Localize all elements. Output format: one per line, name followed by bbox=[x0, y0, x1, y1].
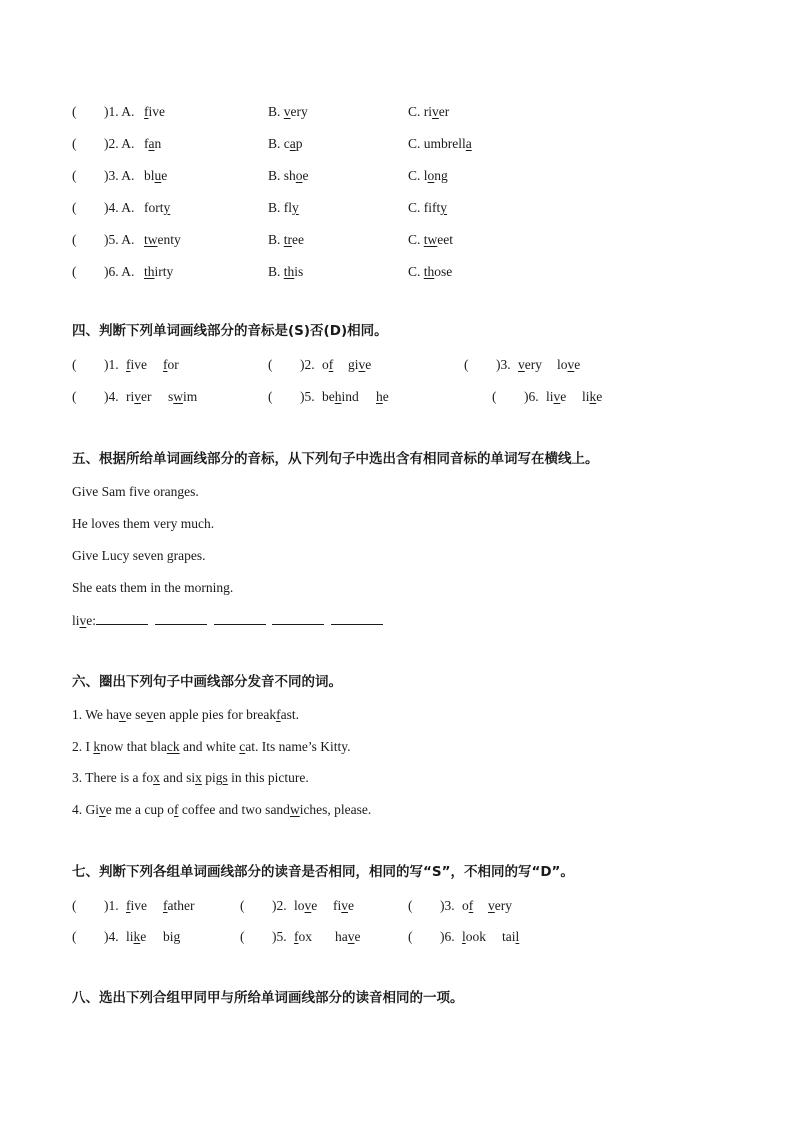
option-c-text: er bbox=[438, 104, 450, 119]
option-b[interactable] bbox=[268, 102, 308, 122]
question-number: )5. A. bbox=[104, 232, 135, 247]
answer-line bbox=[72, 610, 383, 631]
option-b-underlined: o bbox=[295, 168, 303, 183]
option-b-underlined: tr bbox=[283, 232, 293, 247]
word-text: ha bbox=[335, 929, 348, 944]
answer-paren: ( bbox=[72, 898, 77, 913]
word-text: e bbox=[354, 929, 361, 944]
answer-blank-1[interactable] bbox=[96, 610, 148, 625]
option-c-text: ng bbox=[434, 168, 448, 183]
question-number: )6. A. bbox=[104, 264, 135, 279]
word bbox=[582, 387, 602, 407]
option-a[interactable] bbox=[144, 166, 167, 186]
prompt-word-underlined: v bbox=[79, 613, 87, 628]
word-text: ind bbox=[341, 389, 359, 404]
word bbox=[163, 927, 180, 947]
word-text: lo bbox=[294, 898, 305, 913]
word-underlined: l bbox=[515, 929, 520, 944]
word-text: ox bbox=[298, 929, 312, 944]
word bbox=[502, 927, 519, 947]
option-c-text: C. umbrell bbox=[408, 136, 466, 151]
option-b-underlined: y bbox=[292, 200, 299, 215]
word bbox=[126, 355, 147, 375]
sentence-underlined: s bbox=[222, 770, 228, 785]
option-c-text: C. fift bbox=[408, 200, 441, 215]
word-underlined: f bbox=[328, 357, 334, 372]
option-c[interactable] bbox=[408, 198, 447, 218]
option-c[interactable] bbox=[408, 102, 449, 122]
option-c-text: C. ri bbox=[408, 104, 433, 119]
sentence-text: at. Its name’s Kitty. bbox=[245, 739, 351, 754]
sentence-text: 2. I bbox=[72, 739, 94, 754]
word-text: big bbox=[163, 929, 181, 944]
answer-paren: ( bbox=[464, 357, 469, 372]
option-c[interactable] bbox=[408, 134, 472, 154]
sentence-text: 1. We ha bbox=[72, 707, 120, 722]
answer-paren: ( bbox=[72, 168, 77, 183]
word bbox=[168, 387, 197, 407]
word-underlined: h bbox=[376, 389, 383, 404]
option-c-text: C. bbox=[408, 232, 424, 247]
section-7-title: 七、判断下列各组单词画线部分的读音是否相同，相同的写“S”，不相同的写“D”。 bbox=[72, 864, 574, 880]
sentence-underlined: f bbox=[173, 802, 179, 817]
option-a-underlined: a bbox=[148, 136, 155, 151]
word-text: li bbox=[582, 389, 590, 404]
question-number: )3. A. bbox=[104, 168, 135, 183]
sentence-underlined: k bbox=[93, 739, 101, 754]
question-number: )4. A. bbox=[104, 200, 135, 215]
option-c-underlined: a bbox=[465, 136, 472, 151]
item-number: )2. bbox=[300, 357, 315, 372]
word-underlined: v bbox=[347, 929, 355, 944]
word-text: ather bbox=[167, 898, 195, 913]
option-b[interactable] bbox=[268, 230, 304, 250]
sentence-text: pig bbox=[201, 770, 223, 785]
word-underlined: f bbox=[468, 898, 474, 913]
option-b-text: p bbox=[295, 136, 303, 151]
answer-paren: ( bbox=[408, 929, 413, 944]
word-underlined: w bbox=[173, 389, 184, 404]
word-text: ery bbox=[494, 898, 512, 913]
option-b[interactable] bbox=[268, 134, 303, 154]
option-c-text: C. bbox=[408, 264, 424, 279]
word bbox=[294, 896, 317, 916]
item-number: )1. bbox=[104, 898, 119, 913]
word bbox=[322, 355, 333, 375]
word-text: fi bbox=[333, 898, 342, 913]
sentence-underlined: x bbox=[153, 770, 160, 785]
answer-blank-4[interactable] bbox=[272, 610, 324, 625]
sentence-underlined: v bbox=[99, 802, 106, 817]
word bbox=[557, 355, 580, 375]
item-number: )3. bbox=[440, 898, 455, 913]
word-text: e bbox=[140, 929, 147, 944]
word-underlined: v bbox=[358, 357, 366, 372]
answer-paren: ( bbox=[72, 104, 77, 119]
option-b[interactable] bbox=[268, 166, 309, 186]
sentence-text: e me a cup o bbox=[105, 802, 174, 817]
option-b-underlined: v bbox=[283, 104, 291, 119]
sentence-3: Give Lucy seven grapes. bbox=[72, 548, 206, 563]
section-4-title: 四、判断下列单词画线部分的音标是(S)否(D)相同。 bbox=[72, 323, 388, 339]
question-number: )1. A. bbox=[104, 104, 135, 119]
sentence-text: and white bbox=[179, 739, 240, 754]
word-underlined: v bbox=[553, 389, 561, 404]
word-text: ri bbox=[126, 389, 135, 404]
word bbox=[462, 927, 486, 947]
sentence-text: and si bbox=[159, 770, 196, 785]
answer-paren: ( bbox=[72, 232, 77, 247]
answer-paren: ( bbox=[72, 136, 77, 151]
word bbox=[546, 387, 566, 407]
answer-blank-2[interactable] bbox=[155, 610, 207, 625]
item-number: )4. bbox=[104, 929, 119, 944]
word-underlined: l bbox=[462, 929, 466, 944]
word bbox=[126, 927, 146, 947]
option-b-text: ery bbox=[290, 104, 308, 119]
word-text: li bbox=[126, 929, 134, 944]
item-number: )5. bbox=[272, 929, 287, 944]
sentence-2: He loves them very much. bbox=[72, 516, 215, 531]
section-6-title: 六、圈出下列句子中画线部分发音不同的词。 bbox=[72, 674, 342, 690]
option-b-text: B. bbox=[268, 104, 284, 119]
option-a[interactable] bbox=[144, 262, 173, 282]
word-text: ery bbox=[524, 357, 542, 372]
option-a-underlined: f bbox=[144, 104, 149, 119]
answer-paren: ( bbox=[240, 929, 245, 944]
word-underlined: f bbox=[294, 929, 299, 944]
sentence-text: e se bbox=[125, 707, 147, 722]
word-text: e bbox=[574, 357, 581, 372]
word bbox=[518, 355, 542, 375]
word-text: im bbox=[183, 389, 198, 404]
option-c[interactable] bbox=[408, 166, 448, 186]
item-number: )6. bbox=[524, 389, 539, 404]
option-b-text: B. fl bbox=[268, 200, 293, 215]
option-b[interactable] bbox=[268, 262, 303, 282]
word-text: er bbox=[141, 389, 152, 404]
sentence-text: now that bla bbox=[100, 739, 167, 754]
item-number: )2. bbox=[272, 898, 287, 913]
sentence-text: coffee and two sand bbox=[178, 802, 290, 817]
sentence bbox=[72, 768, 309, 788]
word bbox=[348, 355, 371, 375]
prompt-word-pre: li bbox=[72, 613, 80, 628]
option-a-underlined: tw bbox=[144, 232, 158, 247]
option-a-text: bl bbox=[144, 168, 155, 183]
option-b-text: B. sh bbox=[268, 168, 296, 183]
option-a[interactable] bbox=[144, 198, 170, 218]
option-c-underlined: y bbox=[440, 200, 447, 215]
sentence-text: iches, please. bbox=[299, 802, 372, 817]
word-underlined: v bbox=[567, 357, 575, 372]
sentence-text: in this picture. bbox=[227, 770, 309, 785]
option-b-text: e bbox=[302, 168, 309, 183]
word-text: o bbox=[322, 357, 329, 372]
option-c[interactable] bbox=[408, 230, 453, 250]
word bbox=[126, 896, 147, 916]
sentence-text: 3. There is a fo bbox=[72, 770, 154, 785]
word bbox=[333, 896, 354, 916]
word-text: e bbox=[382, 389, 389, 404]
answer-paren: ( bbox=[72, 264, 77, 279]
word bbox=[322, 387, 359, 407]
item-number: )1. bbox=[104, 357, 119, 372]
word-underlined: h bbox=[334, 389, 342, 404]
option-a-underlined: th bbox=[144, 264, 155, 279]
word-text: or bbox=[167, 357, 179, 372]
word-text: lo bbox=[557, 357, 568, 372]
answer-paren: ( bbox=[72, 929, 77, 944]
option-c-underlined: th bbox=[423, 264, 435, 279]
word-underlined: v bbox=[304, 898, 312, 913]
answer-paren: ( bbox=[240, 898, 245, 913]
option-c-underlined: tw bbox=[423, 232, 438, 247]
prompt-word-post: e: bbox=[86, 613, 97, 628]
sentence-underlined: ck bbox=[166, 739, 180, 754]
word bbox=[335, 927, 361, 947]
option-c-underlined: v bbox=[432, 104, 439, 119]
sentence-underlined: w bbox=[289, 802, 300, 817]
answer-paren: ( bbox=[268, 357, 273, 372]
word-text: o bbox=[462, 898, 469, 913]
answer-paren: ( bbox=[72, 389, 77, 404]
question-number: )2. A. bbox=[104, 136, 135, 151]
option-c-text: eet bbox=[437, 232, 454, 247]
sentence-text: 4. Gi bbox=[72, 802, 99, 817]
option-b-text: ee bbox=[292, 232, 304, 247]
option-b-text: B. bbox=[268, 232, 284, 247]
word-underlined: f bbox=[163, 357, 168, 372]
word-text: e bbox=[311, 898, 318, 913]
option-a-text: irty bbox=[154, 264, 174, 279]
word bbox=[462, 896, 473, 916]
word-underlined: k bbox=[133, 929, 141, 944]
sentence-underlined: f bbox=[276, 707, 281, 722]
option-c-text: C. l bbox=[408, 168, 428, 183]
answer-blank-3[interactable] bbox=[214, 610, 266, 625]
word-text: li bbox=[546, 389, 554, 404]
word-text: ook bbox=[465, 929, 487, 944]
sentence-underlined: x bbox=[195, 770, 202, 785]
sentence bbox=[72, 705, 299, 725]
option-a-underlined: u bbox=[154, 168, 162, 183]
word-text: tai bbox=[502, 929, 516, 944]
answer-blank-5[interactable] bbox=[331, 610, 383, 625]
option-b-text: B. bbox=[268, 264, 284, 279]
word-underlined: f bbox=[126, 898, 131, 913]
option-a[interactable] bbox=[144, 134, 161, 154]
sentence-text: en apple pies for break bbox=[153, 707, 277, 722]
option-a-underlined: y bbox=[163, 200, 171, 215]
option-a-text: fort bbox=[144, 200, 164, 215]
word-text: gi bbox=[348, 357, 359, 372]
option-b-underlined: a bbox=[289, 136, 296, 151]
option-a[interactable] bbox=[144, 230, 181, 250]
word bbox=[294, 927, 312, 947]
sentence-underlined: v bbox=[119, 707, 126, 722]
item-number: )4. bbox=[104, 389, 119, 404]
word-text: be bbox=[322, 389, 335, 404]
option-a-text: ive bbox=[148, 104, 165, 119]
word bbox=[488, 896, 512, 916]
option-c[interactable] bbox=[408, 262, 452, 282]
item-number: )5. bbox=[300, 389, 315, 404]
option-a-text: enty bbox=[157, 232, 181, 247]
option-b-text: B. c bbox=[268, 136, 290, 151]
word-text: e bbox=[348, 898, 354, 913]
word bbox=[163, 896, 194, 916]
option-c-text: ose bbox=[434, 264, 453, 279]
word-underlined: v bbox=[134, 389, 141, 404]
sentence-underlined: v bbox=[146, 707, 154, 722]
sentence-4: She eats them in the morning. bbox=[72, 580, 234, 595]
item-number: )6. bbox=[440, 929, 455, 944]
sentence-1: Give Sam five oranges. bbox=[72, 484, 199, 499]
word bbox=[163, 355, 179, 375]
option-b-text: is bbox=[294, 264, 304, 279]
item-number: )3. bbox=[496, 357, 511, 372]
option-c-underlined: o bbox=[427, 168, 435, 183]
word-underlined: v bbox=[518, 357, 525, 372]
sentence-underlined: c bbox=[239, 739, 246, 754]
answer-paren: ( bbox=[268, 389, 273, 404]
option-a-text: f bbox=[144, 136, 149, 151]
word bbox=[376, 387, 389, 407]
word-underlined: k bbox=[589, 389, 597, 404]
answer-paren: ( bbox=[72, 357, 77, 372]
option-b[interactable] bbox=[268, 198, 299, 218]
word-text: e bbox=[560, 389, 567, 404]
word-text: ive bbox=[130, 357, 147, 372]
section-8-title: 八、选出下列合组甲同甲与所给单词画线部分的读音相同的一项。 bbox=[72, 990, 464, 1006]
answer-paren: ( bbox=[408, 898, 413, 913]
option-b-underlined: th bbox=[283, 264, 295, 279]
word-text: e bbox=[596, 389, 603, 404]
answer-paren: ( bbox=[492, 389, 497, 404]
word-underlined: f bbox=[126, 357, 131, 372]
word bbox=[126, 387, 152, 407]
word-text: s bbox=[168, 389, 174, 404]
option-a-text: n bbox=[154, 136, 162, 151]
option-a[interactable] bbox=[144, 102, 165, 122]
word-text: ive bbox=[130, 898, 147, 913]
option-a-text: e bbox=[161, 168, 168, 183]
section-5-title: 五、根据所给单词画线部分的音标，从下列句子中选出含有相同音标的单词写在横线上。 bbox=[72, 451, 599, 467]
sentence-text: ast. bbox=[280, 707, 299, 722]
sentence bbox=[72, 800, 371, 820]
word-underlined: v bbox=[488, 898, 495, 913]
word-text: e bbox=[365, 357, 372, 372]
word-underlined: f bbox=[163, 898, 168, 913]
word-underlined: v bbox=[341, 898, 348, 913]
sentence bbox=[72, 737, 350, 757]
answer-paren: ( bbox=[72, 200, 77, 215]
